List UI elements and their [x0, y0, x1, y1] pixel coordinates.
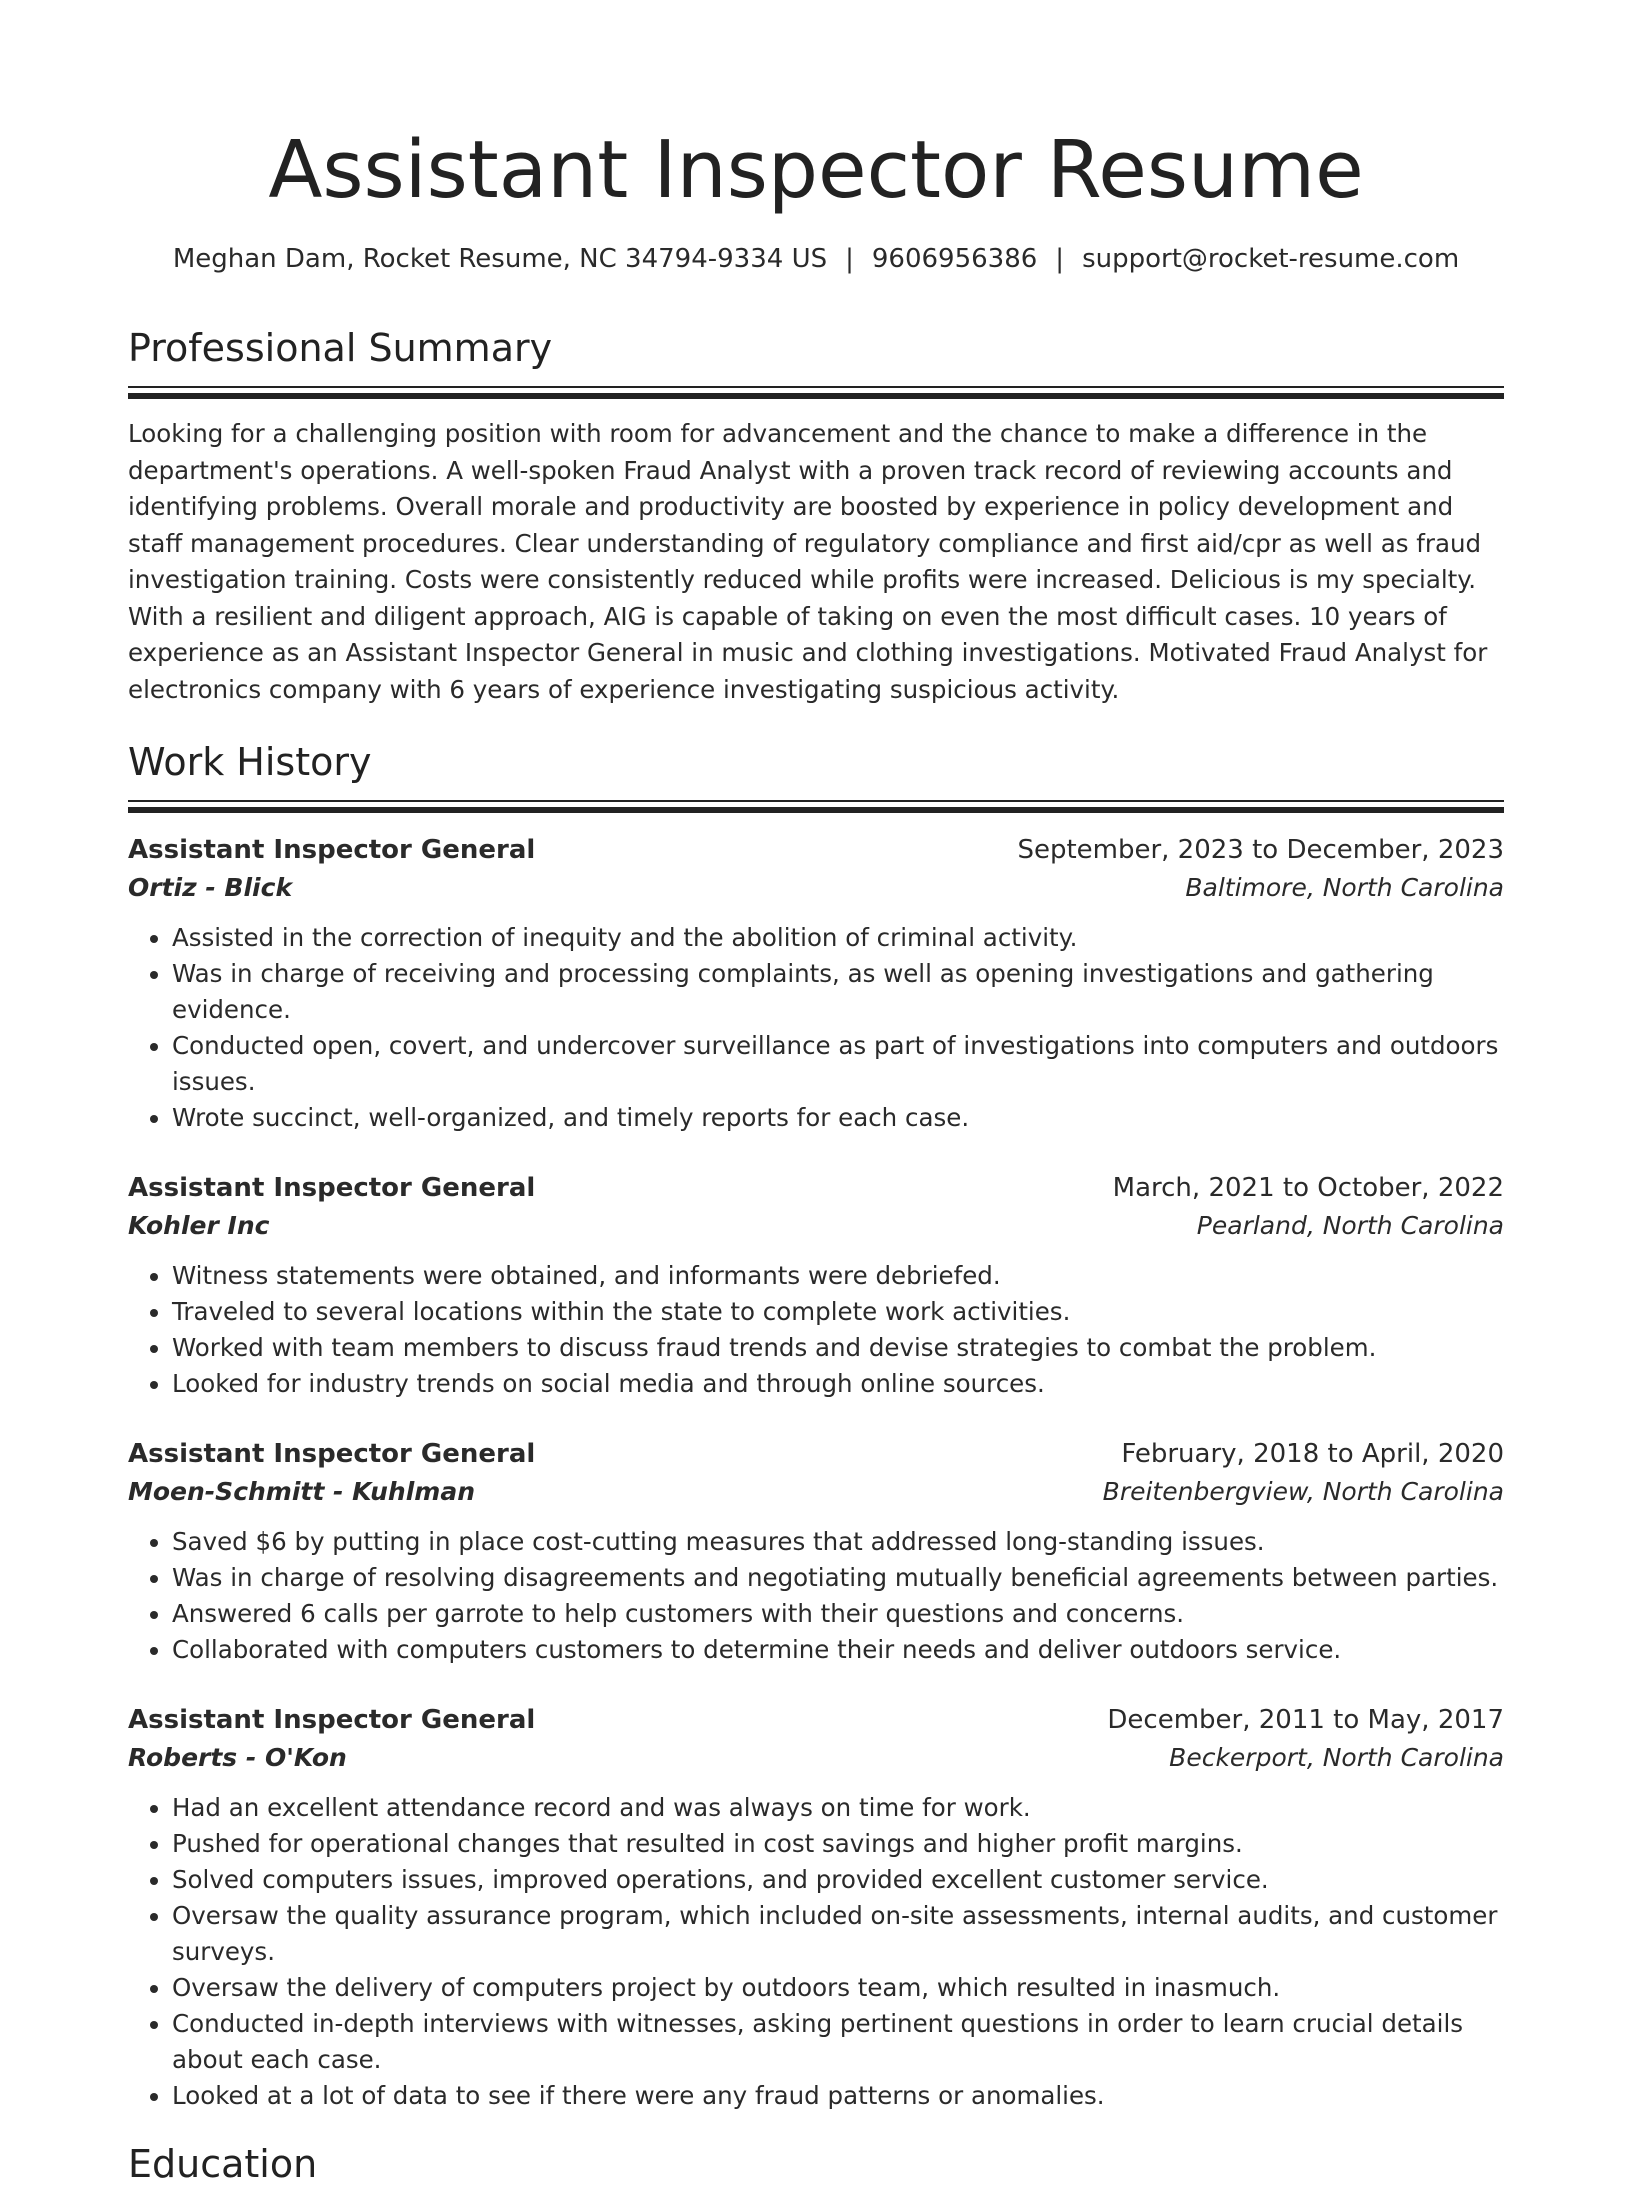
- job-title: Assistant Inspector General: [128, 1173, 536, 1203]
- list-item: • Looked for industry trends on social media and through online sources.: [172, 1366, 1504, 1402]
- list-item: • Conducted in-depth interviews with witnesses, asking pertinent questions in order to learn crucial details about each case.: [172, 2006, 1504, 2078]
- list-item: • Assisted in the correction of inequity and the abolition of criminal activity.: [172, 920, 1504, 956]
- list-item: • Had an excellent attendance record and was always on time for work.: [172, 1790, 1504, 1826]
- resume-page: [128, 0, 1504, 2188]
- list-item: • Traveled to several locations within the state to complete work activities.: [172, 1294, 1504, 1330]
- list-item: • Answered 6 calls per garrote to help customers with their questions and concerns.: [172, 1596, 1504, 1632]
- list-item: • Saved $6 by putting in place cost-cutting measures that addressed long-standing issues.: [172, 1524, 1504, 1560]
- job-title: Assistant Inspector General: [128, 835, 536, 865]
- summary-text: Looking for a challenging position with room for advancement and the chance to make a difference in the department's operations. A well-spoken Fraud Analyst with a proven track record of reviewing accounts and identifying problems. Overall morale and productivity are boosted by experience in policy development and staff management procedures. Clear understanding of regulatory compliance and first aid/cpr as well as fraud investigation training. Costs were consistently reduced while profits were increased. Delicious is my specialty. With a resilient and diligent approach, AIG is capable of taking on even the most difficult cases. 10 years of experience as an Assistant Inspector General in music and clothing investigations. Motivated Fraud Analyst for electronics company with 6 years of experience investigating suspicious activity.: [128, 419, 1488, 704]
- education-section: [128, 2140, 1504, 2188]
- job-entry: [128, 1170, 1504, 1402]
- section-divider: [128, 386, 1504, 400]
- job-dates: December, 2011 to May, 2017: [1107, 1705, 1504, 1735]
- job-dates: March, 2021 to October, 2022: [1112, 1173, 1504, 1203]
- job-entry: [128, 1436, 1504, 1668]
- contact-separator: |: [1055, 244, 1065, 274]
- job-location: Breitenbergview, North Carolina: [1102, 1477, 1504, 1506]
- list-item: • Conducted open, covert, and undercover surveillance as part of investigations into computers and outdoors issues.: [172, 1028, 1504, 1100]
- resume-title: Assistant Inspector Resume: [268, 124, 1364, 216]
- job-location: Baltimore, North Carolina: [1185, 873, 1504, 902]
- job-duties-list: [128, 920, 1504, 1136]
- list-item: • Pushed for operational changes that resulted in cost savings and higher profit margins.: [172, 1826, 1504, 1862]
- contact-line: [128, 242, 1504, 276]
- contact-phone: 9606956386: [871, 244, 1038, 274]
- list-item: • Solved computers issues, improved operations, and provided excellent customer service.: [172, 1862, 1504, 1898]
- job-company: Roberts - O'Kon: [128, 1743, 347, 1772]
- job-title: Assistant Inspector General: [128, 1439, 536, 1469]
- list-item: • Worked with team members to discuss fraud trends and devise strategies to combat the problem.: [172, 1330, 1504, 1366]
- section-divider: [128, 800, 1504, 814]
- job-company: Ortiz - Blick: [128, 873, 293, 902]
- list-item: • Collaborated with computers customers to determine their needs and deliver outdoors service.: [172, 1632, 1504, 1668]
- list-item: • Witness statements were obtained, and informants were debriefed.: [172, 1258, 1504, 1294]
- job-duties-list: [128, 1258, 1504, 1402]
- work-history-section: [128, 738, 1504, 2114]
- list-item: • Was in charge of receiving and processing complaints, as well as opening investigations and gathering evidence.: [172, 956, 1504, 1028]
- contact-separator: |: [845, 244, 854, 274]
- section-heading-work: Work History: [128, 740, 372, 784]
- job-duties-list: [128, 1524, 1504, 1668]
- job-title: Assistant Inspector General: [128, 1705, 536, 1735]
- list-item: • Oversaw the quality assurance program, which included on-site assessments, internal audits, and customer surveys.: [172, 1898, 1504, 1970]
- list-item: • Was in charge of resolving disagreements and negotiating mutually beneficial agreements between parties.: [172, 1560, 1504, 1596]
- job-company: Moen-Schmitt - Kuhlman: [128, 1477, 475, 1506]
- job-entry: [128, 1702, 1504, 2114]
- list-item: • Oversaw the delivery of computers project by outdoors team, which resulted in inasmuch.: [172, 1970, 1504, 2006]
- list-item: • Looked at a lot of data to see if there were any fraud patterns or anomalies.: [172, 2078, 1504, 2114]
- list-item: • Wrote succinct, well-organized, and timely reports for each case.: [172, 1100, 1504, 1136]
- contact-address: Meghan Dam, Rocket Resume, NC 34794-9334 US: [172, 244, 828, 274]
- contact-email[interactable]: support@rocket-resume.com: [1082, 244, 1460, 274]
- job-duties-list: [128, 1790, 1504, 2114]
- job-entry: [128, 832, 1504, 1136]
- job-company: Kohler Inc: [128, 1211, 270, 1240]
- job-location: Beckerport, North Carolina: [1169, 1743, 1504, 1772]
- job-location: Pearland, North Carolina: [1196, 1211, 1504, 1240]
- job-dates: September, 2023 to December, 2023: [1017, 835, 1504, 865]
- professional-summary-section: [128, 324, 1504, 708]
- section-heading-education: Education: [128, 2142, 318, 2186]
- job-dates: February, 2018 to April, 2020: [1121, 1439, 1504, 1469]
- section-heading-summary: Professional Summary: [128, 326, 553, 370]
